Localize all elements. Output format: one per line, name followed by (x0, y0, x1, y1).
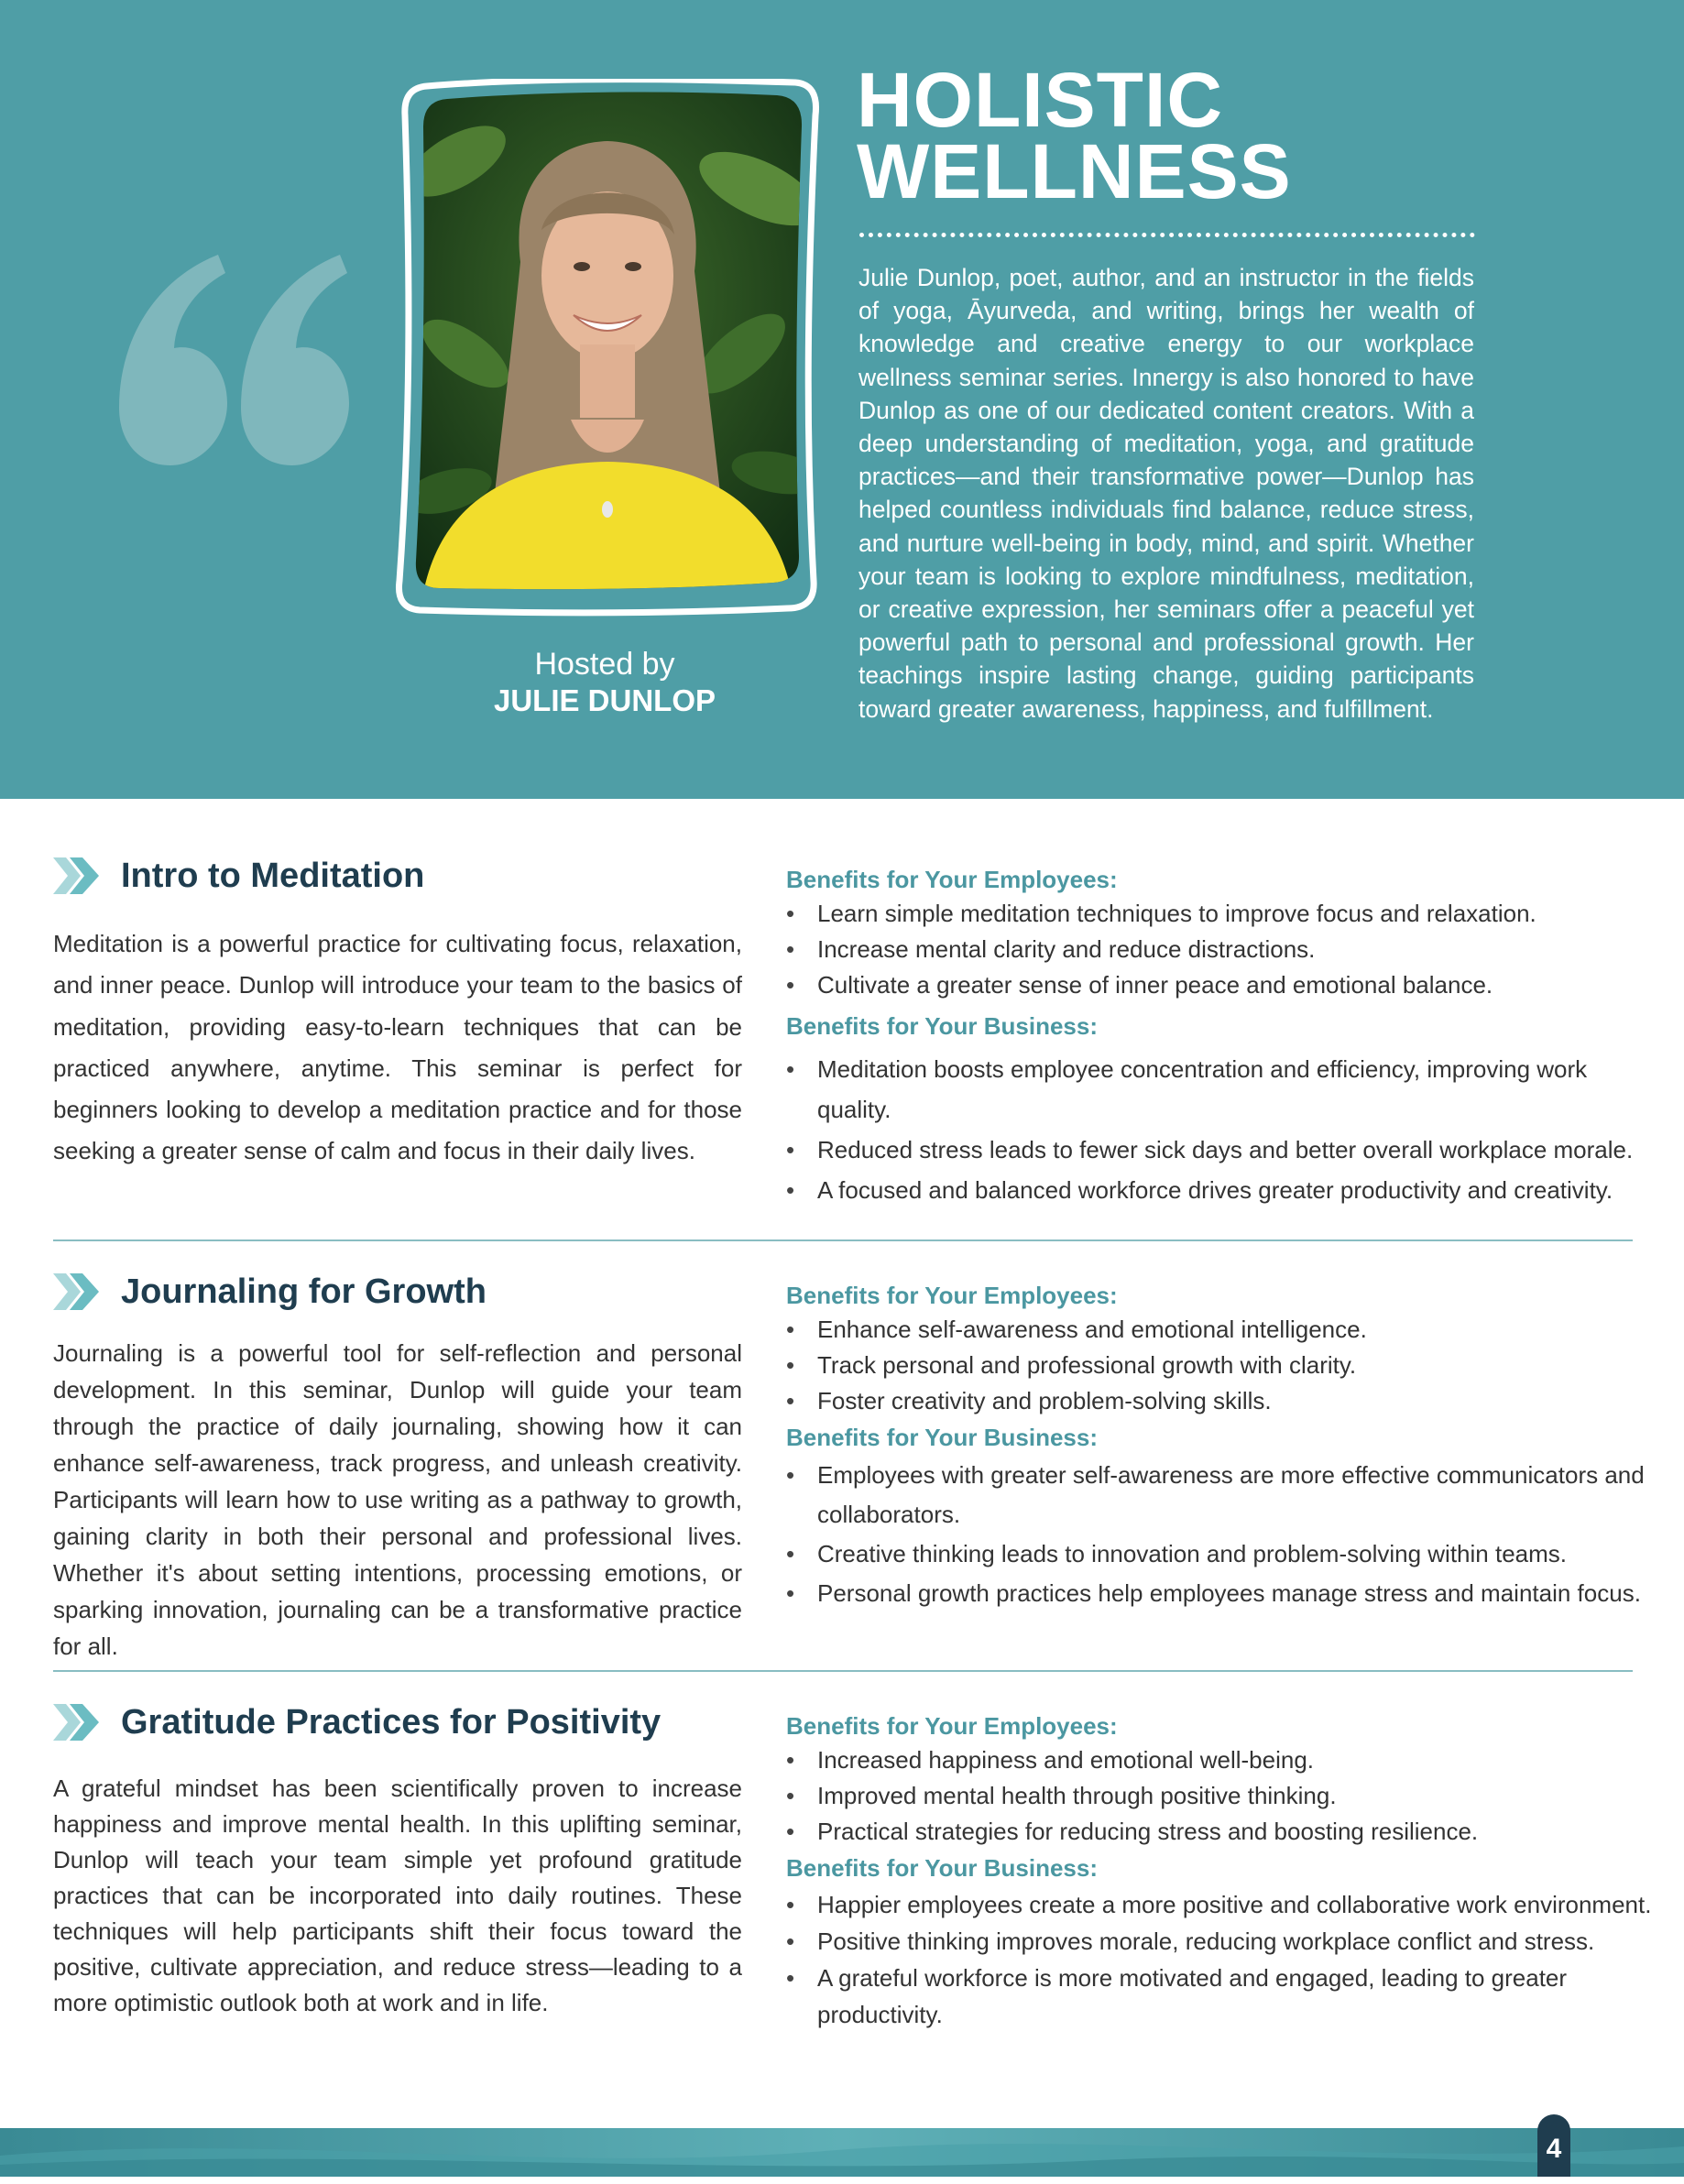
title-line-1: HOLISTIC (857, 57, 1223, 143)
business-benefits-heading: Benefits for Your Business: (786, 1854, 1098, 1882)
title-line-2: WELLNESS (857, 128, 1292, 214)
open-quote-icon (108, 229, 365, 495)
employee-benefits-list (786, 1312, 1657, 1419)
business-benefits-heading: Benefits for Your Business: (786, 1424, 1098, 1451)
wave-decoration (0, 2128, 1684, 2177)
host-name: JULIE DUNLOP (493, 683, 716, 717)
list-item: • Track personal and professional growth with clarity. (786, 1348, 1657, 1383)
list-item: • Improved mental health through positive thinking. (786, 1778, 1657, 1814)
business-benefits-list (786, 1456, 1657, 1613)
benefits-journaling (786, 1279, 1657, 1613)
section-title-text: Journaling for Growth (121, 1272, 487, 1311)
list-item: • Creative thinking leads to innovation and problem-solving within teams. (786, 1534, 1657, 1574)
employee-benefits-list (786, 896, 1657, 1003)
section-description-gratitude: A grateful mindset has been scientifically proven to increase happiness and improve mental health. In this uplifting seminar, Dunlop will teach your team simple yet profound gratitude practices that can be incorporated into daily routines. These techniques will help participants shift their focus toward the positive, cultivate appreciation, and reduce stress—leading to a more optimistic outlook both at work and in life. (53, 1774, 742, 2016)
benefits-meditation (786, 863, 1657, 1210)
list-item: • Learn simple meditation techniques to improve focus and relaxation. (786, 896, 1657, 932)
host-photo-frame (392, 79, 823, 619)
list-item: • Meditation boosts employee concentration and efficiency, improving work quality. (786, 1049, 1657, 1130)
host-photo (392, 79, 823, 619)
business-benefits-list (786, 1049, 1657, 1210)
double-chevron-icon (53, 1700, 101, 1744)
employee-benefits-heading: Benefits for Your Employees: (786, 1282, 1118, 1309)
list-item: • Increased happiness and emotional well-being. (786, 1742, 1657, 1778)
page-title (857, 57, 1292, 214)
dotted-divider (859, 233, 1475, 237)
hosted-by-label: Hosted by (534, 647, 675, 682)
list-item: • Personal growth practices help employees manage stress and maintain focus. (786, 1574, 1657, 1613)
section-title-meditation (53, 854, 424, 898)
host-bio: Julie Dunlop, poet, author, and an instructor in the fields of yoga, Āyurveda, and writing, brings her wealth of knowledge and creative energy to our workplace wellness seminar series. Innergy is also honored to have Dunlop as one of our dedicated content creators. With a deep understanding of meditation, yoga, and gratitude practices—and their transformative power—Dunlop has helped countless individuals find balance, reduce stress, and nurture well-being in body, mind, and spirit. Whether your team is looking to explore mindfulness, meditation, or creative expression, her seminars offer a peaceful yet powerful path to personal and professional growth. Her teachings inspire lasting change, guiding participants toward greater awareness, happiness, and fulfillment. (858, 264, 1474, 723)
hero-banner (0, 0, 1684, 799)
double-chevron-icon (53, 854, 101, 898)
list-item: • A grateful workforce is more motivated and engaged, leading to greater productivity. (786, 1960, 1657, 2033)
list-item: • Happier employees create a more positive and collaborative work environment. (786, 1886, 1657, 1923)
list-item: • Cultivate a greater sense of inner peace and emotional balance. (786, 967, 1657, 1003)
list-item: • Enhance self-awareness and emotional intelligence. (786, 1312, 1657, 1348)
page-number-badge: 4 (1537, 2114, 1570, 2177)
business-benefits-list (786, 1886, 1657, 2033)
list-item: • Increase mental clarity and reduce distractions. (786, 932, 1657, 967)
section-divider (53, 1670, 1633, 1672)
list-item: • Employees with greater self-awareness are more effective communicators and collaborators. (786, 1456, 1657, 1534)
section-title-gratitude (53, 1700, 661, 1744)
list-item: • Foster creativity and problem-solving skills. (786, 1383, 1657, 1419)
employee-benefits-heading: Benefits for Your Employees: (786, 1712, 1118, 1740)
section-title-text: Gratitude Practices for Positivity (121, 1702, 662, 1742)
employee-benefits-list (786, 1742, 1657, 1850)
host-credit (463, 646, 747, 719)
list-item: • Reduced stress leads to fewer sick days and better overall workplace morale. (786, 1130, 1657, 1170)
employee-benefits-heading: Benefits for Your Employees: (786, 866, 1118, 893)
section-divider (53, 1239, 1633, 1241)
list-item: • Positive thinking improves morale, reducing workplace conflict and stress. (786, 1923, 1657, 1960)
section-title-text: Intro to Meditation (121, 856, 425, 895)
list-item: • Practical strategies for reducing stress and boosting resilience. (786, 1814, 1657, 1850)
section-title-journaling (53, 1270, 487, 1314)
benefits-gratitude (786, 1709, 1657, 2033)
section-description-journaling: Journaling is a powerful tool for self-reflection and personal development. In this seminar, Dunlop will guide your team through the practice of daily journaling, showing how it can enhance self-awareness, track progress, and unleash creativity. Participants will learn how to use writing as a pathway to growth, gaining clarity in both their personal and professional lives. Whether it's about setting intentions, processing emotions, or sparking innovation, journaling can be a transformative practice for all. (53, 1339, 742, 1660)
footer-wave-band (0, 2128, 1684, 2177)
double-chevron-icon (53, 1270, 101, 1314)
business-benefits-heading: Benefits for Your Business: (786, 1012, 1098, 1040)
section-description-meditation: Meditation is a powerful practice for cultivating focus, relaxation, and inner peace. Dunlop will introduce your team to the basics of meditation, providing easy-to-learn techniques that can be practiced anywhere, anytime. This seminar is perfect for beginners looking to develop a meditation practice and for those seeking a greater sense of calm and focus in their daily lives. (53, 930, 742, 1165)
list-item: • A focused and balanced workforce drives greater productivity and creativity. (786, 1170, 1657, 1210)
